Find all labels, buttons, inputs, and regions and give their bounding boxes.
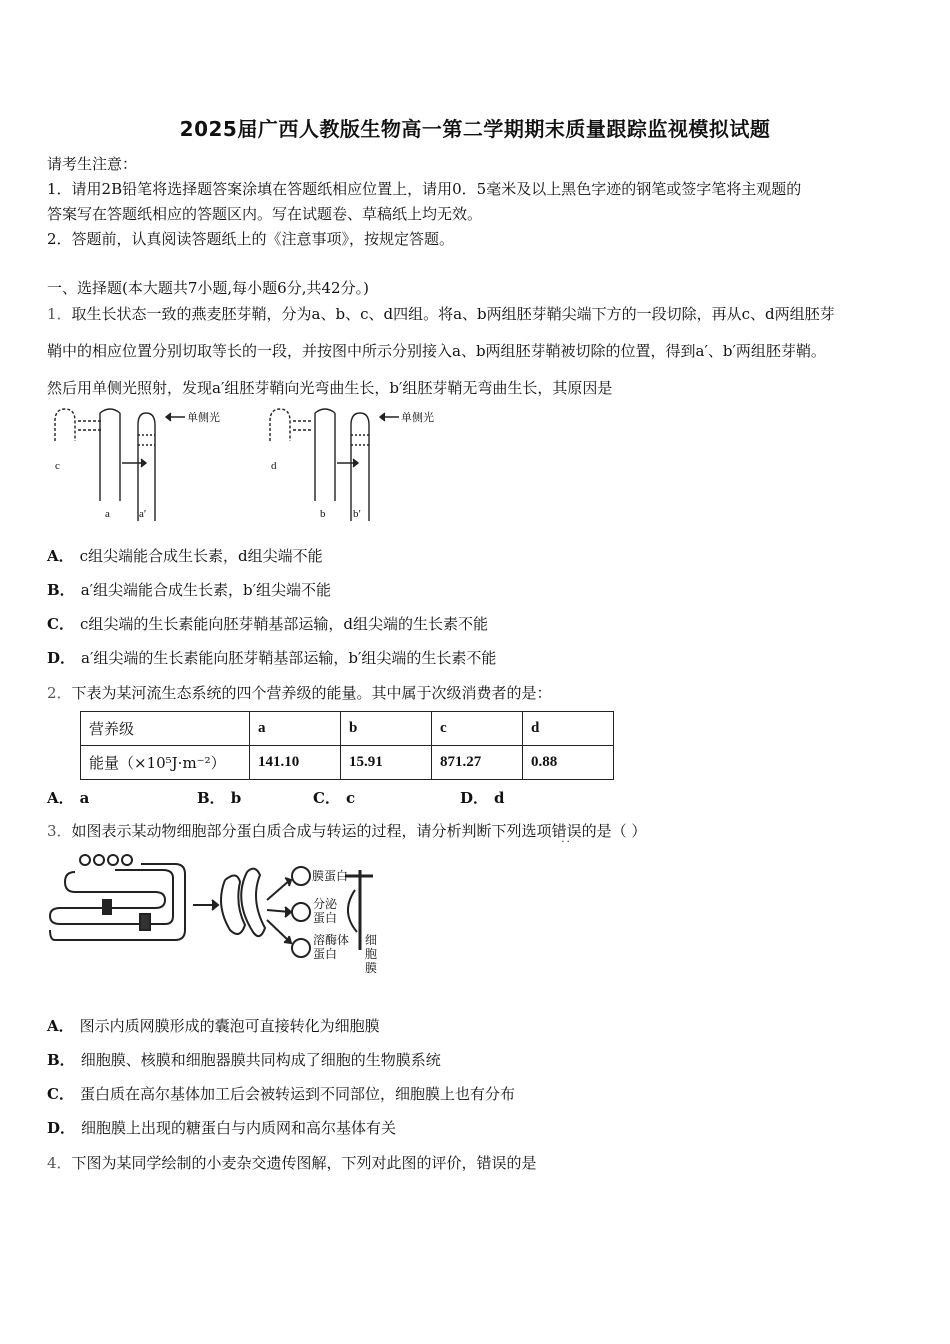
question-1-line-3: 然后用单侧光照射，发现a′组胚芽鞘向光弯曲生长，b′组胚芽鞘无弯曲生长，其原因是 — [47, 379, 613, 397]
label-c: c — [55, 460, 60, 472]
q3-option-c[interactable]: C． 蛋白质在高尔基体加工后会被转运到不同部位，细胞膜上也有分布 — [47, 1085, 515, 1103]
label-lysosome-1: 溶酶体 — [313, 933, 350, 947]
stem-a-shape — [100, 413, 120, 501]
label-lysosome-2: 蛋白 — [313, 947, 338, 961]
er-membrane-shape — [50, 870, 173, 924]
protein-transport-figure — [45, 850, 390, 978]
label-cell-3: 膜 — [365, 961, 378, 975]
table-row — [81, 746, 614, 780]
question-3-line — [47, 820, 647, 848]
question-3-number: 3． — [47, 822, 72, 840]
question-1-line-2: 鞘中的相应位置分别切取等长的一段，并按图中所示分别接入a、b两组胚芽鞘被切除的位置，得到a′、b′两组胚芽鞘。 — [47, 342, 826, 360]
label-d: d — [271, 460, 277, 472]
question-3-text-after: 的是（ ） — [581, 822, 647, 840]
q3-option-a[interactable]: A． 图示内质网膜形成的囊泡可直接转化为细胞膜 — [47, 1017, 380, 1035]
label-a-prime: a′ — [139, 508, 147, 520]
label-cell-2: 胞 — [365, 947, 378, 961]
q2-option-c[interactable]: C． c — [313, 789, 356, 807]
table-row-label: 能量（×10⁵J·m⁻²） — [81, 746, 250, 780]
q3-option-b[interactable]: B． 细胞膜、核膜和细胞器膜共同构成了细胞的生物膜系统 — [47, 1051, 441, 1069]
label-secretory-1: 分泌 — [313, 897, 338, 911]
notice-item-1-line-2: 答案写在答题纸相应的答题区内。写在试题卷、草稿纸上均无效。 — [47, 205, 483, 223]
notice-item-2: 2．答题前，认真阅读答题纸上的《注意事项》，按规定答题。 — [47, 230, 455, 248]
q2-option-b[interactable]: B． b — [197, 789, 242, 807]
table-cell: 0.88 — [523, 746, 614, 780]
q1-option-c[interactable]: C． c组尖端的生长素能向胚芽鞘基部运输，d组尖端的生长素不能 — [47, 615, 488, 633]
q2-option-a[interactable]: A． a — [47, 789, 90, 807]
label-secretory-2: 蛋白 — [313, 911, 338, 925]
label-b-prime: b′ — [353, 508, 361, 520]
page-title: 2025届广西人教版生物高一第二学期期末质量跟踪监视模拟试题 — [179, 117, 771, 141]
table-header-cell: b — [341, 712, 432, 746]
table-cell: 871.27 — [432, 746, 523, 780]
q2-option-d[interactable]: D． d — [460, 789, 505, 807]
question-4-number: 4． — [47, 1154, 72, 1172]
light-label-left: 单侧光 — [187, 412, 220, 424]
q1-option-b[interactable]: B． a′组尖端能合成生长素，b′组尖端不能 — [47, 581, 332, 599]
question-1-number: 1． — [47, 305, 72, 323]
question-2-text: 下表为某河流生态系统的四个营养级的能量。其中属于次级消费者的是： — [71, 684, 552, 702]
question-2-number: 2． — [47, 684, 72, 702]
stem-b-shape — [315, 413, 335, 501]
table-header-cell: 营养级 — [81, 712, 250, 746]
table-row — [81, 712, 614, 746]
question-3-emphasis: 错误 ·· — [551, 822, 582, 848]
question-1-line-1 — [47, 303, 835, 324]
question-4-text: 下图为某同学绘制的小麦杂交遗传图解，下列对此图的评价，错误的是 — [71, 1154, 537, 1172]
question-4-line — [47, 1152, 537, 1173]
notice-heading: 请考生注意： — [47, 155, 138, 173]
q1-option-a[interactable]: A． c组尖端能合成生长素，d组尖端不能 — [47, 547, 323, 565]
table-header-cell: d — [523, 712, 614, 746]
question-1-text-1: 取生长状态一致的燕麦胚芽鞘，分为a、b、c、d四组。将a、b两组胚芽鞘尖端下方的一段切除，再从c、d两组胚芽 — [71, 305, 835, 323]
notice-item-1-line-1: 1．请用2B铅笔将选择题答案涂填在答题纸相应位置上，请用0．5毫米及以上黑色字迹的钢笔或签字笔将主观题的 — [47, 180, 802, 198]
table-header-cell: a — [250, 712, 341, 746]
table-cell: 15.91 — [341, 746, 432, 780]
question-2-line — [47, 682, 552, 703]
table-cell: 141.10 — [250, 746, 341, 780]
label-a: a — [105, 508, 110, 520]
coleoptile-figure — [45, 403, 455, 528]
energy-table — [80, 711, 614, 780]
tip-d-shape — [270, 409, 290, 441]
label-b: b — [320, 508, 326, 520]
table-header-cell: c — [432, 712, 523, 746]
light-label-right: 单侧光 — [401, 412, 434, 424]
label-membrane-protein: 膜蛋白 — [312, 869, 349, 883]
section-heading: 一、选择题(本大题共7小题,每小题6分,共42分。) — [47, 279, 369, 297]
q1-option-d[interactable]: D． a′组尖端的生长素能向胚芽鞘基部运输，b′组尖端的生长素不能 — [47, 649, 497, 667]
tip-c-shape — [55, 409, 75, 441]
q3-option-d[interactable]: D． 细胞膜上出现的糖蛋白与内质网和高尔基体有关 — [47, 1119, 397, 1137]
question-3-text-before: 如图表示某动物细胞部分蛋白质合成与转运的过程，请分析判断下列选项 — [71, 822, 552, 840]
label-cell-1: 细 — [365, 933, 378, 947]
